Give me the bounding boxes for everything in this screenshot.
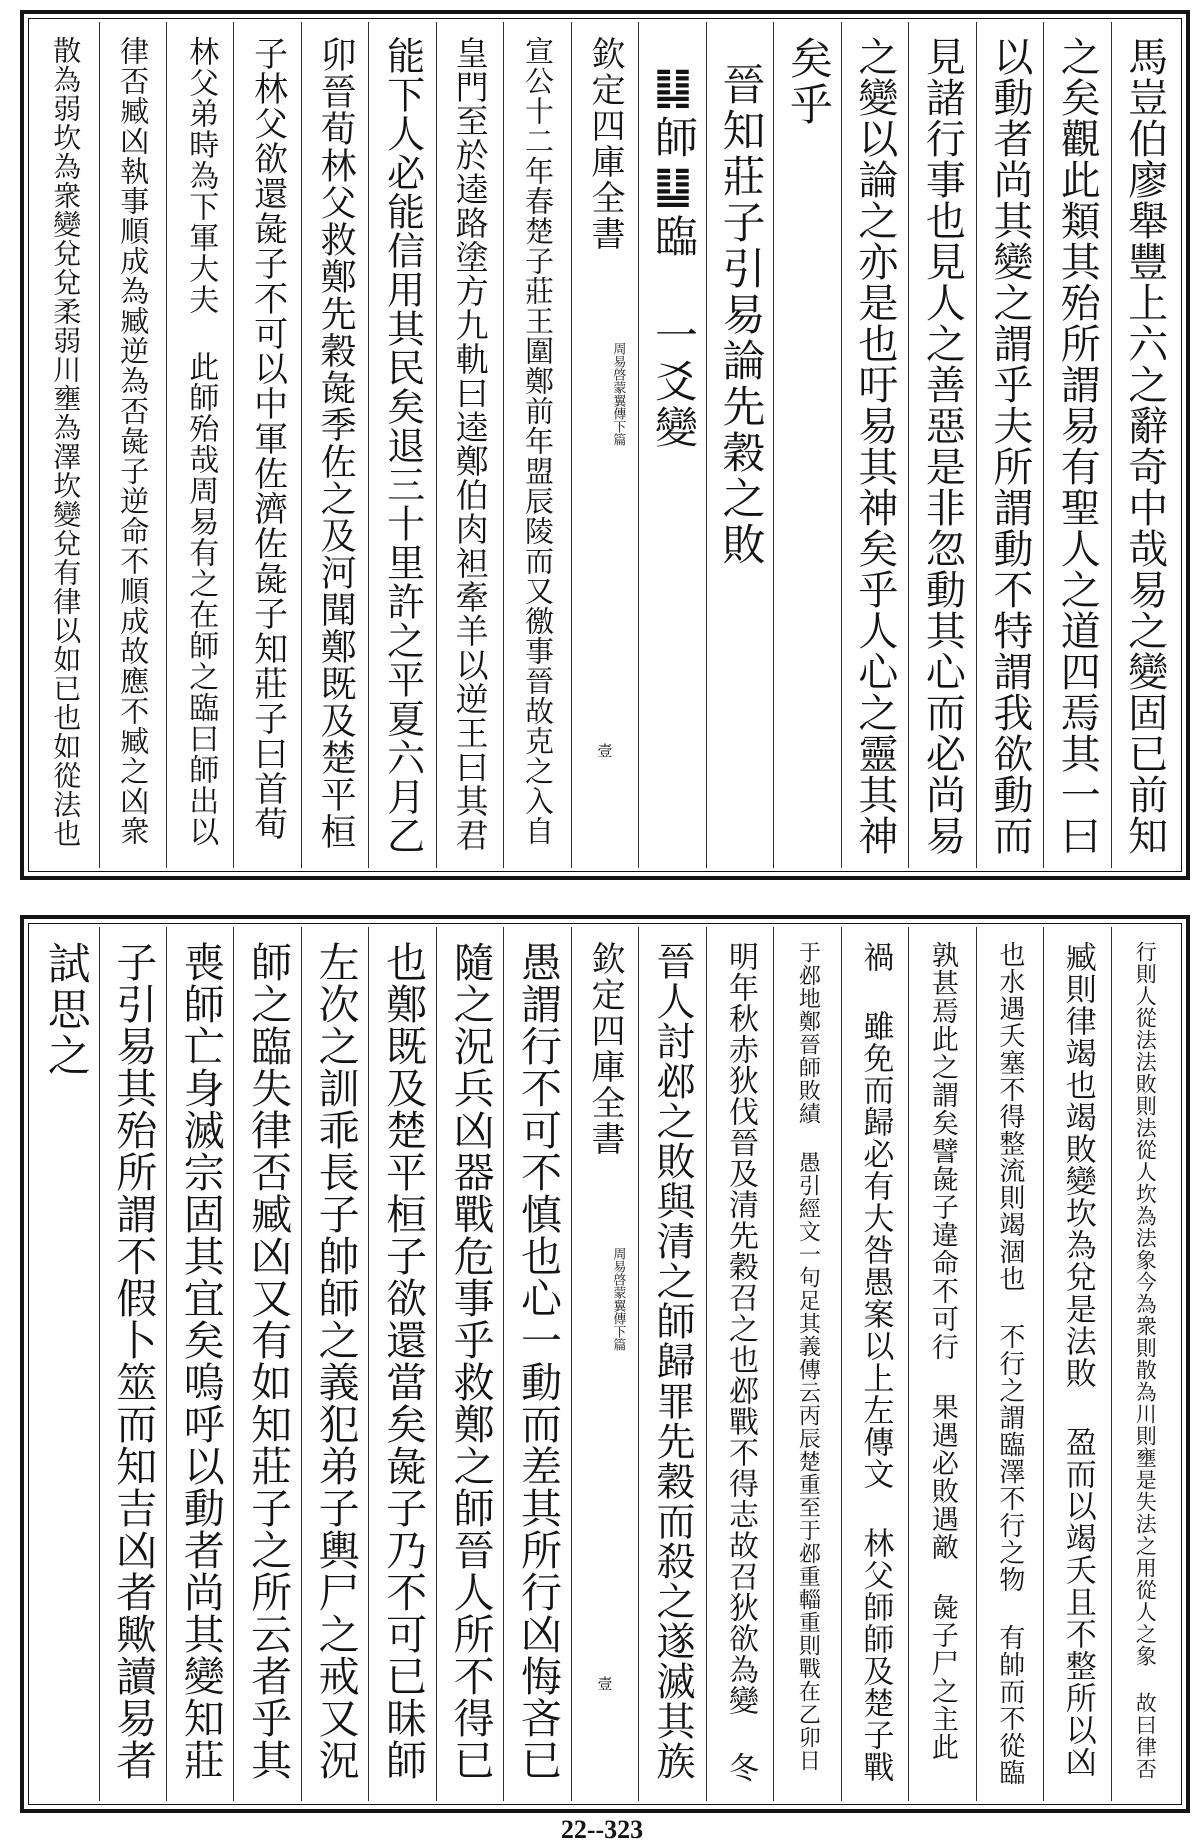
column-text: 能下人必能信用其民矣退三十里許之平夏六月乙	[380, 36, 425, 855]
text-column	[976, 22, 1043, 868]
text-column	[233, 22, 300, 868]
column-text: 矣乎	[782, 36, 833, 128]
scan-page-number: 22--323	[560, 1815, 644, 1844]
text-column	[638, 927, 705, 1801]
text-column	[706, 927, 773, 1801]
column-text: 隨之況兵凶器戰危事乎救鄭之師晉人所不得已	[446, 941, 495, 1781]
column-text: 律否臧凶執事順成為臧逆為否彘子逆命不順成故應不臧之凶衆	[116, 36, 151, 846]
column-text: 禍 雖免而歸必有大咎愚案以上左傳文 林父師師及楚子戰	[857, 941, 894, 1783]
text-column	[908, 927, 975, 1801]
text-column	[1111, 22, 1178, 868]
center-page-number: 壹	[595, 743, 614, 758]
column-text: 宣公十二年春楚子莊王圍鄭前年盟辰陵而又徼事晉故克之入自	[521, 36, 556, 846]
column-text: 喪師亡身滅宗固其宜矣嗚呼以動者尚其變知莊	[176, 941, 225, 1781]
text-column	[773, 927, 840, 1801]
center-fold-column	[571, 22, 638, 868]
column-text: 林父弟時為下軍大夫 此師殆哉周易有之在師之臨曰師出以	[183, 36, 219, 847]
upper-text-columns	[32, 22, 1178, 868]
column-text: 試思之	[40, 941, 91, 1079]
lower-book-page	[20, 915, 1190, 1813]
column-text: 子林父欲還彘子不可以中軍佐濟佐彘子知莊子曰首荀	[247, 36, 288, 841]
center-fold-column	[571, 927, 638, 1801]
column-text: 散為弱坎為衆變兌兌柔弱川壅為澤坎變兌有律以如已也如從法也	[49, 36, 83, 848]
column-text: 臧則律竭也竭敗變坎為兌是法敗 盈而以竭夭且不整所以凶	[1059, 941, 1096, 1778]
center-page-number: 壹	[595, 1676, 614, 1691]
text-column	[841, 927, 908, 1801]
text-column	[166, 927, 233, 1801]
upper-book-page	[20, 10, 1190, 880]
center-side-title: 周易啓蒙翼傳下篇	[610, 1247, 626, 1351]
column-text: 卯晉荀林父救鄭先穀彘季佐之及河聞鄭既及楚平桓	[315, 36, 357, 850]
text-column	[908, 22, 975, 868]
text-column	[1043, 22, 1110, 868]
text-column	[1111, 927, 1178, 1801]
lower-text-columns	[32, 927, 1178, 1801]
section-heading-column	[706, 22, 773, 868]
column-text: 也鄭既及楚平桓子欲還當矣彘子乃不可已昧師	[379, 941, 428, 1781]
column-text: 愚謂行不可不慎也心一動而差其所行凶悔吝已	[514, 941, 563, 1781]
text-column	[1043, 927, 1110, 1801]
text-column	[436, 22, 503, 868]
column-text: 以動者尚其變之謂乎夫所謂動不特謂我欲動而	[986, 36, 1033, 856]
text-column	[233, 927, 300, 1801]
text-column	[166, 22, 233, 868]
hexagram-column	[638, 22, 705, 868]
text-column	[976, 927, 1043, 1801]
column-text: 行則人從法法敗則法從人坎為法象今為衆則散為川則壅是失法之用從人之象 故曰律否	[1133, 941, 1158, 1780]
text-column	[503, 927, 570, 1801]
text-column	[99, 927, 166, 1801]
text-column	[841, 22, 908, 868]
text-column	[301, 22, 368, 868]
column-text: 之矣觀此類其殆所謂易有聖人之道四焉其一曰	[1054, 36, 1101, 856]
text-column	[368, 22, 435, 868]
text-column	[301, 927, 368, 1801]
text-column	[32, 22, 98, 868]
column-text: 之變以論之亦是也吁易其神矣乎人心之靈其神	[851, 36, 898, 856]
text-column	[503, 22, 570, 868]
column-text: 晉人討邲之敗與清之師歸罪先穀而殺之遂滅其族	[649, 941, 695, 1781]
text-column	[436, 927, 503, 1801]
text-column	[32, 927, 98, 1801]
center-side-title: 周易啓蒙翼傳下篇	[610, 342, 626, 446]
column-text: 于邲地鄭晉師敗績 愚引經文一句足其義傳云丙辰楚重至于邲重輜重則戰在乙卯日	[795, 941, 821, 1772]
column-text: 見諸行事也見人之善惡是非忽動其心而必尚易	[919, 36, 966, 856]
column-text: 左次之訓乖長子帥師之義犯弟子輿尸之戒又況	[311, 941, 360, 1781]
column-text: 馬豈伯廖舉豐上六之辭奇中哉易之變固已前知	[1121, 36, 1168, 856]
text-column	[99, 22, 166, 868]
column-text: 子引易其殆所謂不假卜筮而知吉凶者歟讀易者	[109, 941, 158, 1781]
collection-title: 欽定四庫全書	[585, 36, 626, 252]
collection-title: 欽定四庫全書	[585, 941, 626, 1157]
column-text: 也水遇夭塞不得整流則竭涸也 不行之謂臨澤不行之物 有帥而不從臨	[994, 941, 1025, 1786]
section-heading: 晉知莊子引易論先穀之敗	[715, 62, 766, 568]
text-column	[368, 927, 435, 1801]
column-text: 明年秋赤狄伐晉及清先穀召之也邲戰不得志故召狄欲為變 冬	[722, 941, 758, 1783]
column-text: 師之臨失律否臧凶又有如知莊子之所云者乎其	[244, 941, 293, 1781]
hexagram-heading: ䷆師䷒臨 一爻變	[647, 62, 698, 451]
text-column	[773, 22, 840, 868]
column-text: 皇門至於逵路塗方九軌曰逵鄭伯肉袒牽羊以逆王曰其君	[450, 36, 490, 852]
column-text: 孰甚焉此之謂矣譬彘子違命不可行 果遇必敗遇敵 彘子尸之主此	[926, 941, 958, 1761]
